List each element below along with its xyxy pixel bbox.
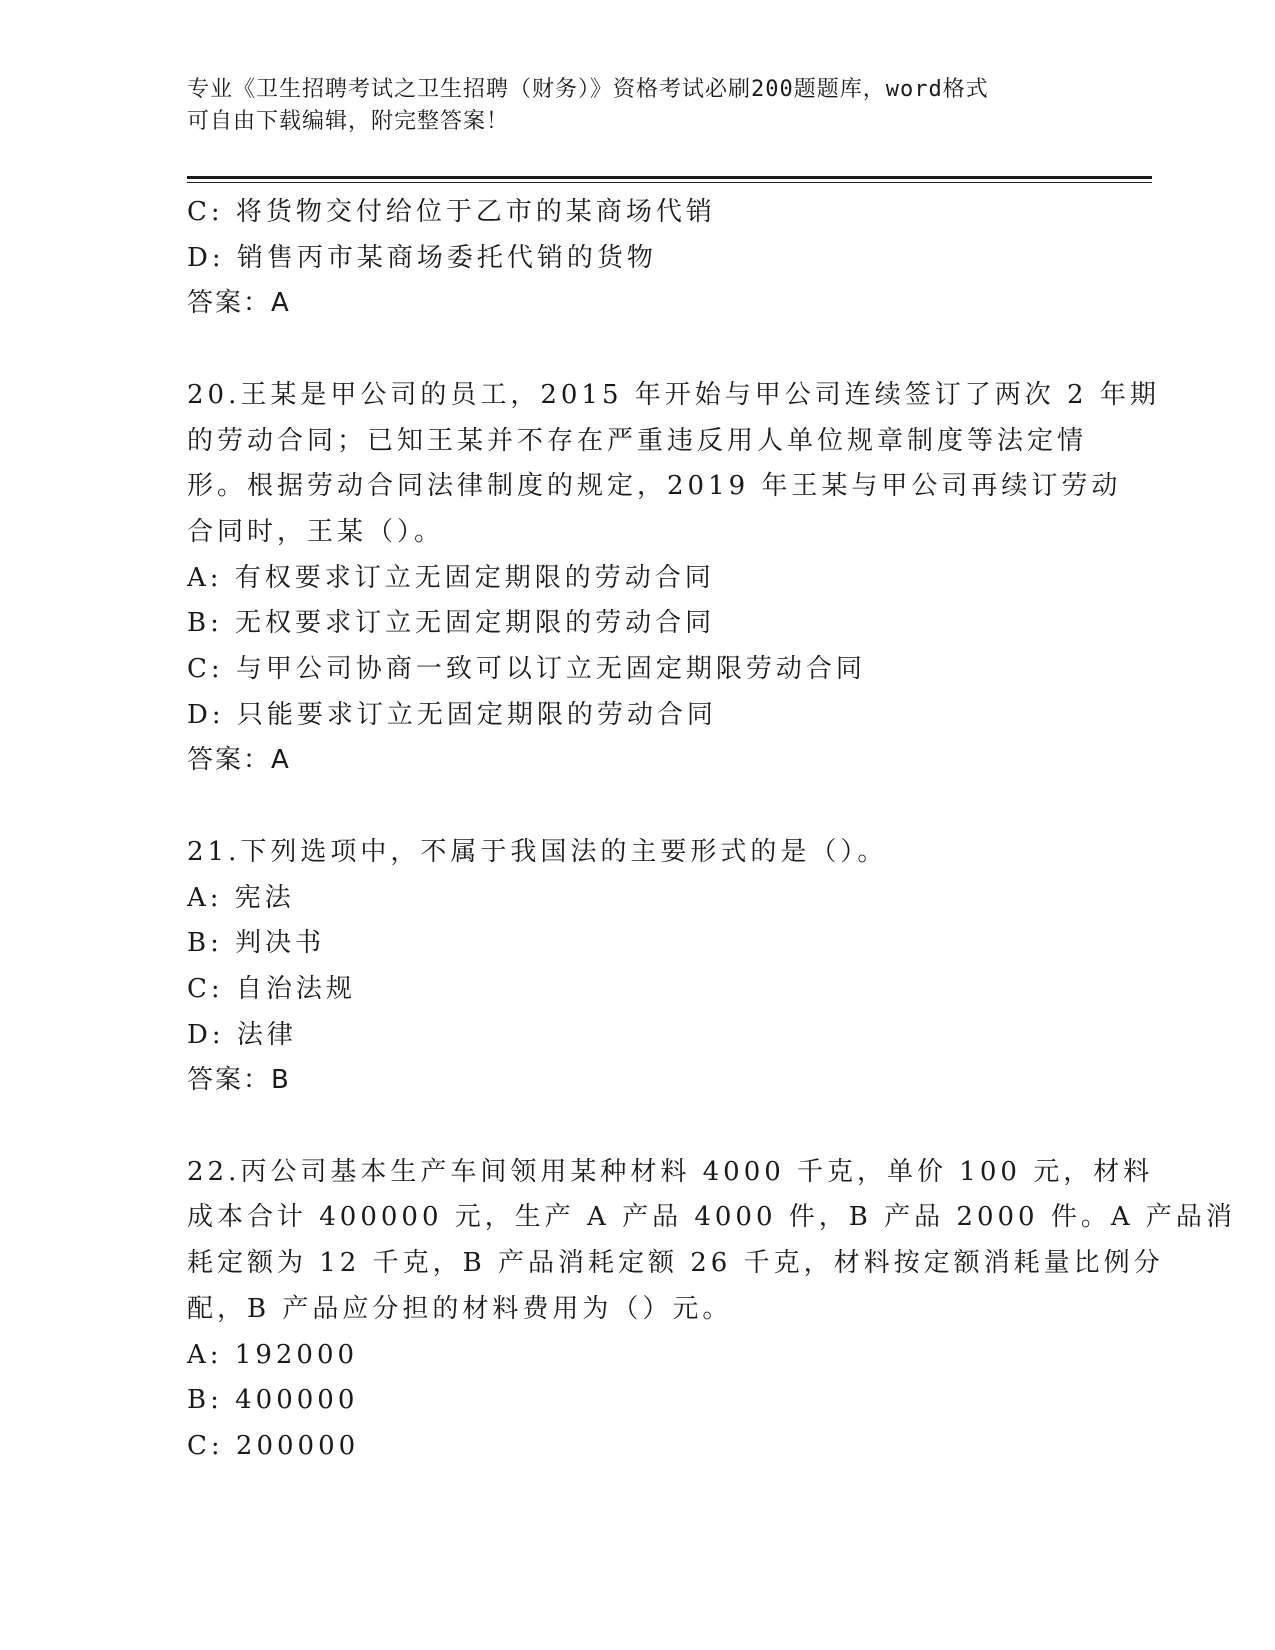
question-stem-line: 的劳动合同；已知王某并不存在严重违反用人单位规章制度等法定情 (187, 425, 1088, 456)
question-stem-line: 22.丙公司基本生产车间领用某种材料 4000 千克，单价 100 元，材料 (187, 1156, 1154, 1187)
question-stem-line: 形。根据劳动合同法律制度的规定，2019 年王某与甲公司再续订劳动 (187, 471, 1122, 502)
document-header (187, 74, 1067, 138)
header-divider-thin (187, 182, 1152, 183)
question-list (187, 190, 1236, 1470)
option-c: C: 与甲公司协商一致可以订立无固定期限劳动合同 (187, 654, 866, 685)
answer-line: 答案：A (187, 288, 291, 319)
answer-line: 答案：B (187, 1065, 291, 1096)
header-title-line-1: 专业《卫生招聘考试之卫生招聘（财务）》资格考试必刷200题题库，word格式 (187, 77, 989, 102)
option-d: D: 只能要求订立无固定期限的劳动合同 (187, 699, 717, 730)
spacer (187, 784, 1087, 830)
question-22 (187, 1150, 1236, 1470)
option-b: B: 判决书 (187, 928, 326, 959)
question-stem-line: 20.王某是甲公司的员工，2015 年开始与甲公司连续签订了两次 2 年期 (187, 379, 1160, 410)
spacer (187, 1104, 1087, 1150)
question-stem-line: 成本合计 400000 元，生产 A 产品 4000 件，B 产品 2000 件。A 产品消 (187, 1202, 1236, 1233)
question-stem-line: 合同时，王某（）。 (187, 516, 445, 547)
header-title-line-2: 可自由下载编辑，附完整答案！ (187, 109, 510, 134)
header-divider-thick (187, 176, 1152, 179)
question-stem-line: 耗定额为 12 千克，B 产品消耗定额 26 千克，材料按定额消耗量比例分 (187, 1248, 1164, 1279)
option-c: C: 将货物交付给位于乙市的某商场代销 (187, 197, 716, 227)
option-a: A: 有权要求订立无固定期限的劳动合同 (187, 562, 715, 593)
option-c: C: 200000 (187, 1430, 360, 1461)
option-a: A: 192000 (187, 1339, 359, 1370)
question-20 (187, 373, 1160, 784)
question-stem-line: 21.下列选项中，不属于我国法的主要形式的是（）。 (187, 836, 888, 867)
option-d: D: 销售丙市某商场委托代销的货物 (187, 242, 657, 273)
answer-line: 答案：A (187, 745, 291, 776)
spacer (187, 327, 1087, 373)
question-stem-line: 配，B 产品应分担的材料费用为（）元。 (187, 1293, 733, 1324)
question-19-remainder (187, 190, 1087, 327)
option-d: D: 法律 (187, 1019, 297, 1050)
option-c: C: 自治法规 (187, 973, 356, 1004)
option-b: B: 400000 (187, 1385, 359, 1416)
option-a: A: 宪法 (187, 882, 295, 913)
option-b: B: 无权要求订立无固定期限的劳动合同 (187, 608, 716, 639)
question-21 (187, 830, 1087, 1104)
